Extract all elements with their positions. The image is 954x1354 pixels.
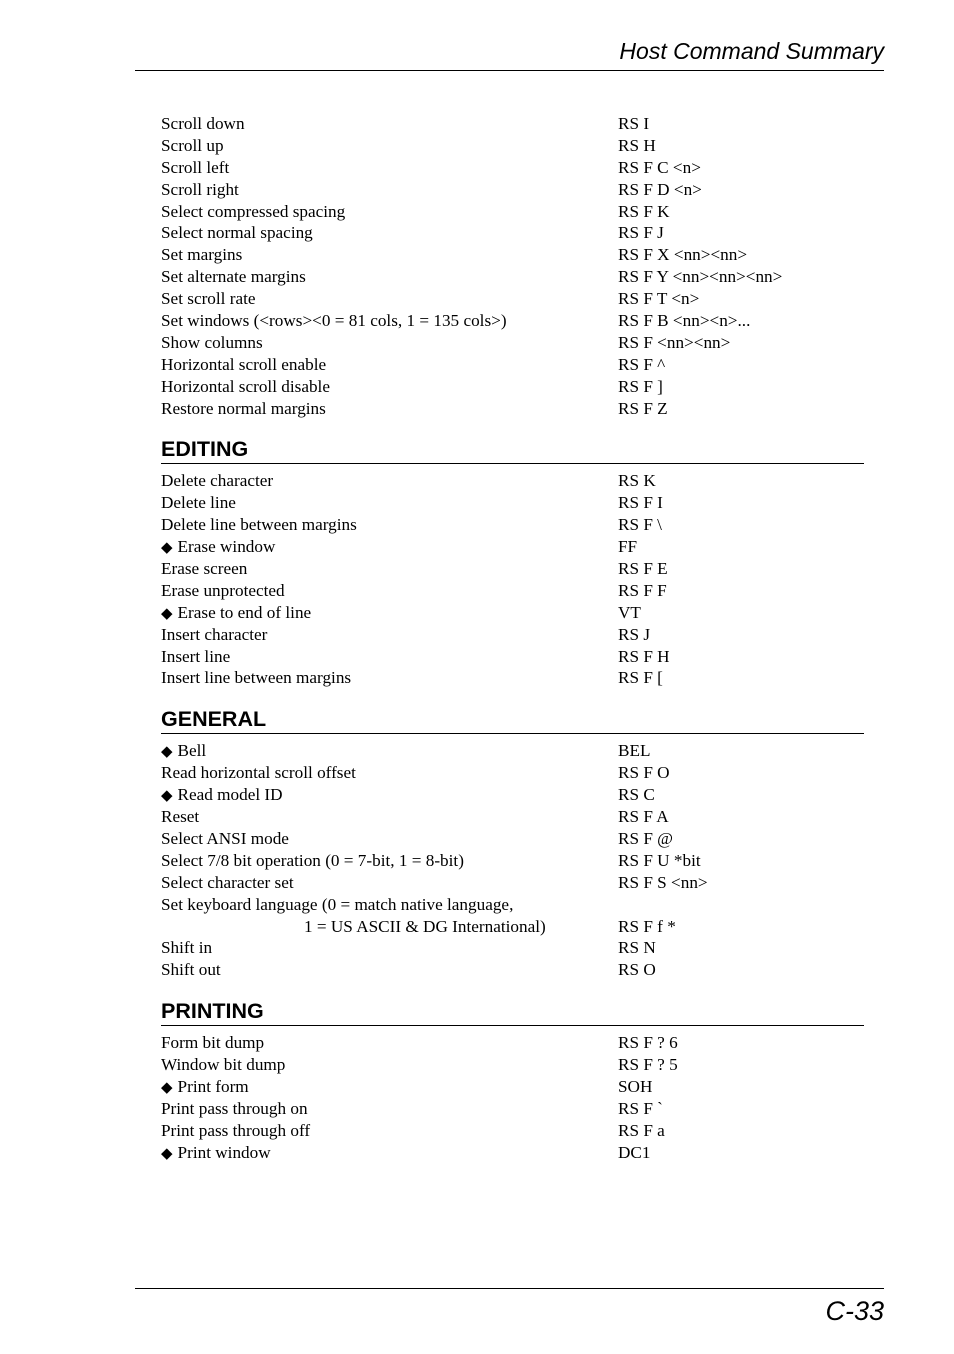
command-description (161, 514, 618, 536)
command-row (161, 310, 864, 332)
command-code: RS O (618, 960, 656, 980)
command-description (161, 806, 618, 828)
command-row (161, 1098, 864, 1120)
command-summary (161, 113, 864, 1164)
diamond-bullet-icon: ◆ (161, 1079, 173, 1096)
command-code: RS F S <nn> (618, 872, 708, 892)
command-row (161, 872, 864, 894)
command-description (161, 376, 618, 398)
command-label: Bell (177, 741, 207, 761)
command-label: Set keyboard language (0 = match native language, (161, 894, 514, 914)
command-label: Select 7/8 bit operation (0 = 7-bit, 1 = 8-bit) (161, 850, 464, 870)
command-row (161, 179, 864, 201)
command-code: RS F ? 6 (618, 1033, 678, 1053)
command-description (161, 602, 618, 624)
command-description (161, 201, 618, 223)
command-code: RS F A (618, 807, 669, 827)
command-code: RS F \ (618, 515, 662, 535)
command-code: SOH (618, 1076, 653, 1096)
diamond-bullet-icon: ◆ (161, 788, 173, 805)
command-code: RS F B <nn><n>... (618, 311, 751, 331)
command-description (161, 624, 618, 646)
command-label: Set scroll rate (161, 289, 256, 309)
command-description (161, 113, 618, 135)
command-code: RS F I (618, 493, 663, 513)
command-row (161, 784, 864, 806)
command-label: Form bit dump (161, 1033, 265, 1053)
command-row (161, 1076, 864, 1098)
command-code: BEL (618, 741, 651, 761)
command-description (161, 310, 618, 332)
command-row (161, 740, 864, 762)
command-description (161, 1054, 618, 1076)
command-row (161, 937, 864, 959)
scroll-commands (161, 113, 864, 419)
command-description (161, 667, 618, 689)
command-code: RS I (618, 114, 650, 133)
command-row (161, 667, 864, 689)
command-label: Delete line (161, 493, 236, 513)
command-label: Read model ID (177, 785, 283, 805)
command-description (161, 288, 618, 310)
command-label: Print pass through on (161, 1098, 308, 1118)
command-description (161, 872, 618, 894)
command-code: RS F C <n> (618, 157, 701, 177)
command-label: Print form (177, 1076, 249, 1096)
command-label: Select normal spacing (161, 223, 313, 243)
command-row (161, 580, 864, 602)
command-label: Select compressed spacing (161, 201, 346, 221)
command-description (161, 850, 618, 872)
command-code: RS F @ (618, 828, 674, 848)
command-row (161, 398, 864, 420)
command-code: RS F <nn><nn> (618, 332, 731, 352)
command-code: RS C (618, 785, 655, 805)
footer-rule (135, 1288, 884, 1289)
command-code: RS F ` (618, 1098, 663, 1118)
command-label: Scroll left (161, 157, 230, 177)
command-row (161, 536, 864, 558)
command-code: VT (618, 602, 641, 622)
header-rule (135, 70, 884, 71)
command-row (161, 1120, 864, 1142)
command-description (161, 959, 618, 981)
command-description (161, 1076, 618, 1098)
command-code: RS F f * (618, 916, 676, 936)
command-row (161, 492, 864, 514)
command-description (161, 1098, 618, 1120)
command-code: RS F H (618, 646, 670, 666)
command-label: Scroll right (161, 179, 239, 199)
command-label: Scroll down (161, 114, 245, 133)
command-description (161, 1032, 618, 1054)
command-description (161, 492, 618, 514)
command-label: Scroll up (161, 135, 224, 155)
command-description (161, 470, 618, 492)
command-label: Select character set (161, 872, 294, 892)
command-description (161, 536, 618, 558)
page-number: C-33 (825, 1296, 884, 1326)
command-description (161, 244, 618, 266)
section-printing (161, 998, 864, 1163)
command-code: RS F U *bit (618, 850, 701, 870)
command-row (161, 157, 864, 179)
command-code: RS F K (618, 201, 670, 221)
command-label: Erase screen (161, 559, 248, 579)
command-row (161, 135, 864, 157)
command-code: RS F ] (618, 376, 663, 396)
command-label: Shift in (161, 938, 213, 958)
command-row (161, 850, 864, 872)
command-row (161, 1054, 864, 1076)
command-label: Reset (161, 807, 200, 827)
editing-commands (161, 470, 864, 689)
command-label: Horizontal scroll disable (161, 376, 330, 396)
command-description (161, 266, 618, 288)
command-code: RS F X <nn><nn> (618, 245, 748, 265)
diamond-bullet-icon: ◆ (161, 605, 173, 622)
command-description (161, 937, 618, 959)
command-code: RS F a (618, 1120, 665, 1140)
command-label: Shift out (161, 960, 221, 980)
command-label: Insert line between margins (161, 668, 352, 688)
command-label: Insert character (161, 624, 268, 644)
command-row (161, 646, 864, 668)
diamond-bullet-icon: ◆ (161, 540, 173, 557)
command-description (161, 646, 618, 668)
command-row (161, 222, 864, 244)
section-editing (161, 436, 864, 689)
command-row (161, 602, 864, 624)
command-code: RS N (618, 938, 656, 958)
command-code: DC1 (618, 1142, 651, 1162)
command-row (161, 806, 864, 828)
command-code: FF (618, 537, 638, 557)
command-code: RS F F (618, 580, 667, 600)
command-row (161, 959, 864, 981)
section-general (161, 706, 864, 981)
command-row (161, 244, 864, 266)
command-label: Window bit dump (161, 1055, 286, 1075)
command-code: RS K (618, 471, 656, 491)
command-description (161, 398, 618, 420)
command-label-continued: 1 = US ASCII & DG International) (304, 916, 546, 936)
command-code: RS F Z (618, 398, 668, 418)
command-row (161, 828, 864, 850)
command-description (161, 1142, 618, 1164)
command-description (161, 157, 618, 179)
command-row (161, 558, 864, 580)
command-description (161, 135, 618, 157)
command-description (161, 1120, 618, 1142)
command-row (161, 470, 864, 492)
section-title-general: GENERAL (161, 706, 864, 734)
running-head: Host Command Summary (619, 38, 884, 64)
command-description (161, 354, 618, 376)
section-title-editing: EDITING (161, 436, 864, 464)
command-label: Set margins (161, 245, 243, 265)
command-label: Erase to end of line (177, 602, 312, 622)
command-row (161, 1142, 864, 1164)
command-description (161, 179, 618, 201)
command-row (161, 288, 864, 310)
command-row (161, 762, 864, 784)
command-description (161, 332, 618, 354)
command-code: RS F E (618, 559, 668, 579)
command-code: RS F Y <nn><nn><nn> (618, 267, 783, 287)
command-code: RS F O (618, 763, 670, 783)
command-row (161, 266, 864, 288)
command-description (161, 828, 618, 850)
command-description (161, 894, 618, 938)
command-code: RS H (618, 135, 656, 155)
command-code: RS J (618, 624, 651, 644)
command-label: Select ANSI mode (161, 828, 289, 848)
printing-commands (161, 1032, 864, 1163)
command-code: RS F [ (618, 668, 663, 688)
command-row (161, 113, 864, 135)
section-title-printing: PRINTING (161, 998, 864, 1026)
command-description (161, 222, 618, 244)
diamond-bullet-icon: ◆ (161, 1145, 173, 1162)
command-row (161, 894, 864, 938)
command-label: Delete line between margins (161, 515, 357, 535)
command-row (161, 1032, 864, 1054)
command-label: Restore normal margins (161, 398, 326, 418)
command-row (161, 354, 864, 376)
command-label: Print pass through off (161, 1120, 311, 1140)
general-commands (161, 740, 864, 981)
command-description (161, 762, 618, 784)
command-code: RS F ^ (618, 354, 666, 374)
command-code: RS F ? 5 (618, 1055, 678, 1075)
command-row (161, 332, 864, 354)
command-row (161, 514, 864, 536)
command-code: RS F T <n> (618, 289, 700, 309)
command-code: RS F D <n> (618, 179, 702, 199)
command-row (161, 376, 864, 398)
command-label: Show columns (161, 332, 263, 352)
command-row (161, 201, 864, 223)
command-label: Erase window (177, 537, 276, 557)
command-label: Insert line (161, 646, 231, 666)
command-label: Set alternate margins (161, 267, 306, 287)
command-code: RS F J (618, 223, 664, 243)
command-label: Print window (177, 1142, 271, 1162)
command-description (161, 784, 618, 806)
command-label: Delete character (161, 471, 274, 491)
diamond-bullet-icon: ◆ (161, 744, 173, 761)
command-description (161, 740, 618, 762)
command-description (161, 558, 618, 580)
command-label: Set windows (<rows><0 = 81 cols, 1 = 135 cols>) (161, 311, 507, 331)
command-label: Read horizontal scroll offset (161, 763, 356, 783)
command-row (161, 624, 864, 646)
command-description (161, 580, 618, 602)
command-label: Horizontal scroll enable (161, 354, 327, 374)
command-label: Erase unprotected (161, 580, 285, 600)
